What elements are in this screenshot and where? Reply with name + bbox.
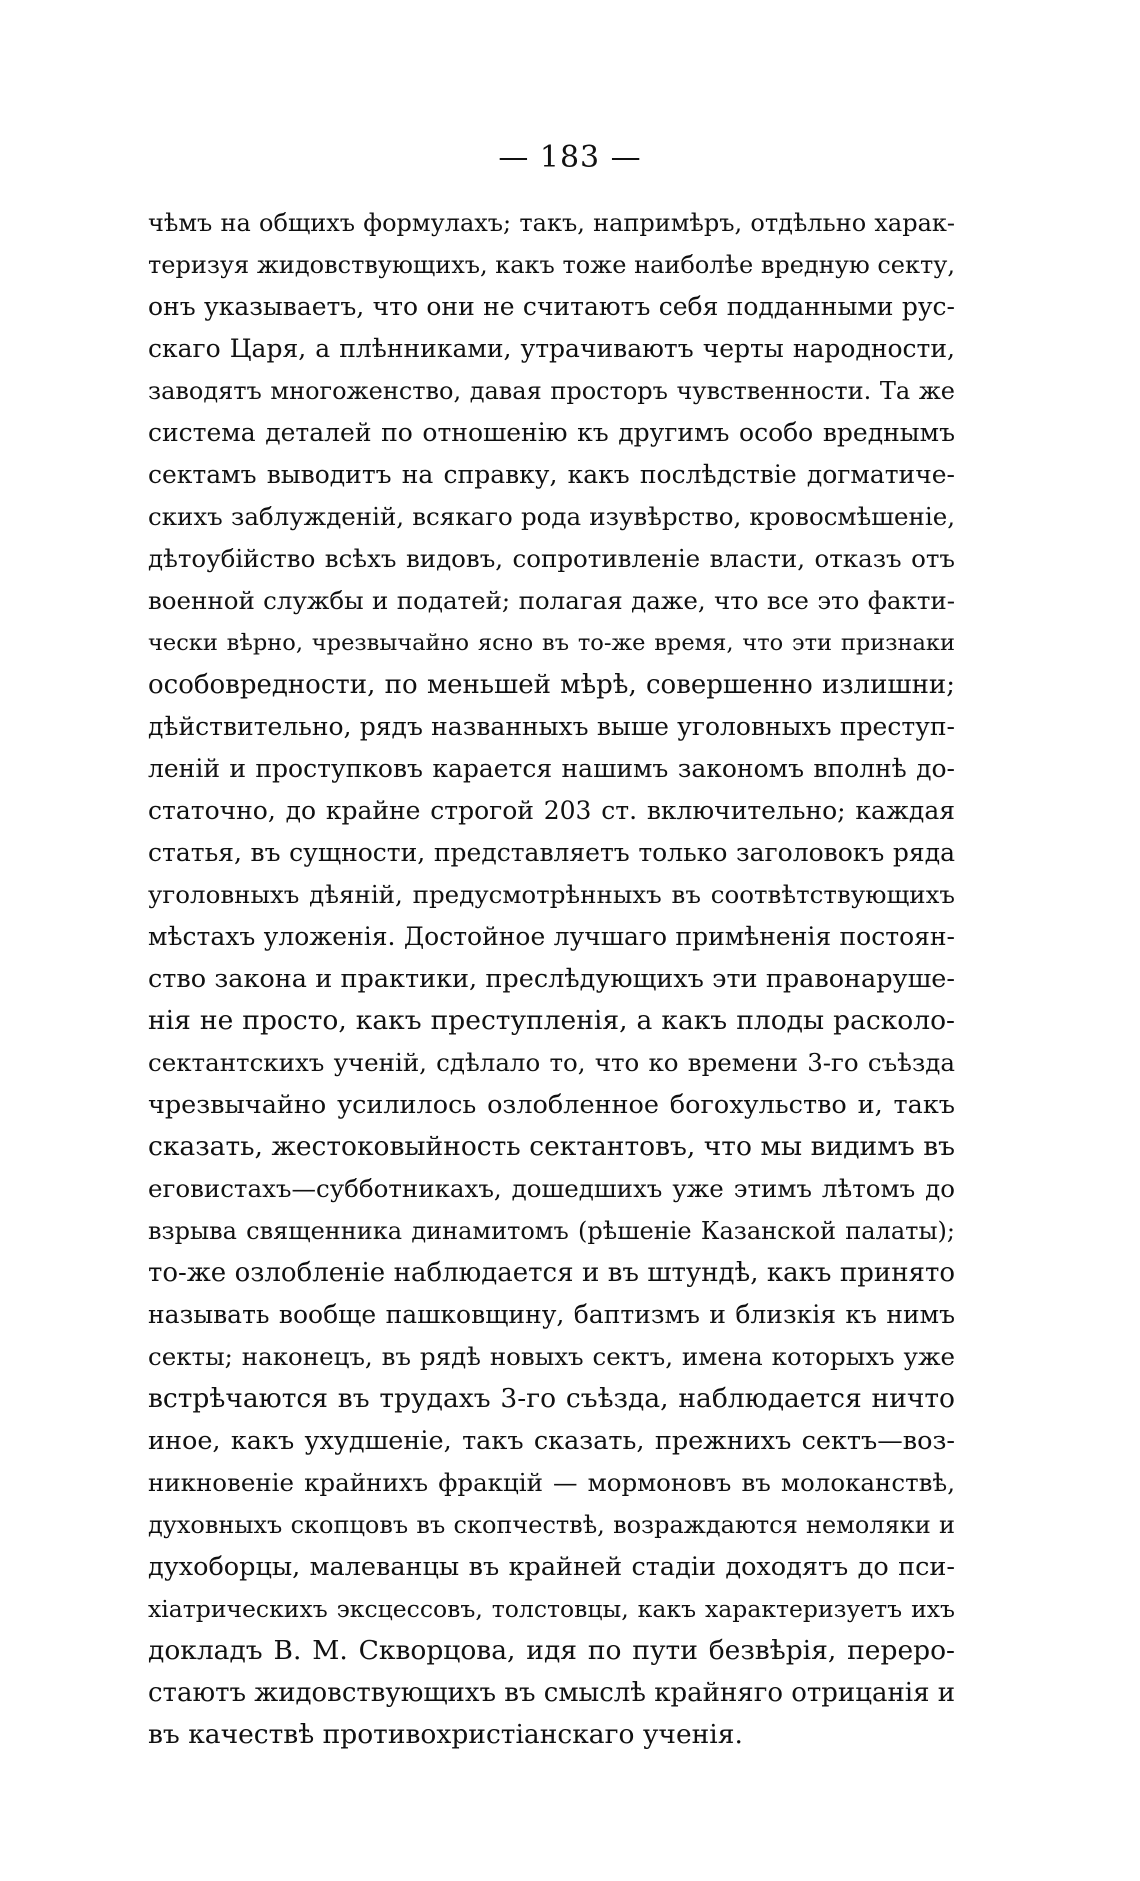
text-line: духовныхъ скопцовъ въ скопчествѣ, возраждаются немоляки и xyxy=(148,1511,955,1539)
text-line: то-же озлобленіе наблюдается и въ штундѣ, какъ принято xyxy=(148,1258,955,1288)
text-line: нія не просто, какъ преступленія, а какъ плоды расколо- xyxy=(148,1005,955,1036)
text-line: секты; наконецъ, въ рядѣ новыхъ сектъ, имена которыхъ уже xyxy=(148,1342,955,1371)
text-line: чрезвычайно усилилось озлобленное богохульство и, такъ xyxy=(148,1090,955,1120)
text-line-last: въ качествѣ противохристіанскаго ученія. xyxy=(148,1719,743,1750)
text-line: леній и проступковъ карается нашимъ закономъ вполнѣ до- xyxy=(148,754,955,783)
text-line: духоборцы, малеванцы въ крайней стадіи доходятъ до пси- xyxy=(148,1552,955,1582)
text-line: ство закона и практики, преслѣдующихъ эти правонаруше- xyxy=(148,964,955,994)
text-line: статочно, до крайне строгой 203 ст. включительно; каждая xyxy=(148,796,955,825)
text-line: взрыва священника динамитомъ (рѣшеніе Казанской палаты); xyxy=(148,1217,955,1245)
text-line: мѣстахъ уложенія. Достойное лучшаго примѣненія постоян- xyxy=(148,922,955,951)
text-line: чѣмъ на общихъ формулахъ; такъ, напримѣръ, отдѣльно харак- xyxy=(148,209,955,237)
text-line: никновеніе крайнихъ фракцій — мормоновъ въ молоканствѣ, xyxy=(148,1468,955,1497)
text-line: система деталей по отношенію къ другимъ особо вреднымъ xyxy=(148,418,955,447)
text-line: сказать, жестоковыйность сектантовъ, что мы видимъ въ xyxy=(148,1131,955,1162)
text-line: статья, въ сущности, представляетъ только заголовокъ ряда xyxy=(148,838,955,867)
page-number: — 183 — xyxy=(498,140,642,175)
text-line: уголовныхъ дѣяній, предусмотрѣнныхъ въ соотвѣтствующихъ xyxy=(148,880,955,909)
text-line: чески вѣрно, чрезвычайно ясно въ то-же время, что эти признаки xyxy=(148,630,955,656)
text-line: еговистахъ—субботникахъ, дошедшихъ уже этимъ лѣтомъ до xyxy=(148,1174,955,1203)
text-line: заводятъ многоженство, давая просторъ чувственности. Та же xyxy=(148,377,955,405)
text-line: особовредности, по меньшей мѣрѣ, совершенно излишни; xyxy=(148,670,955,700)
text-line: сектантскихъ ученій, сдѣлало то, что ко времени 3-го съѣзда xyxy=(148,1048,955,1077)
text-line: докладъ В. М. Скворцова, идя по пути безвѣрія, переро- xyxy=(148,1635,955,1666)
body-text xyxy=(148,202,955,1756)
text-line: скаго Царя, а плѣнниками, утрачиваютъ черты народности, xyxy=(148,334,955,363)
text-line: военной службы и податей; полагая даже, что все это факти- xyxy=(148,586,955,615)
text-line: теризуя жидовствующихъ, какъ тоже наиболѣе вредную секту, xyxy=(148,251,955,279)
text-line: иное, какъ ухудшеніе, такъ сказать, прежнихъ сектъ—воз- xyxy=(148,1426,955,1456)
text-line: стаютъ жидовствующихъ въ смыслѣ крайняго отрицанія и xyxy=(148,1678,955,1708)
text-line: онъ указываетъ, что они не считаютъ себя подданными рус- xyxy=(148,292,955,321)
text-line: сектамъ выводитъ на справку, какъ послѣдствіе догматиче- xyxy=(148,460,955,489)
text-line: встрѣчаются въ трудахъ 3-го съѣзда, наблюдается ничто xyxy=(148,1383,955,1414)
text-line: называть вообще пашковщину, баптизмъ и близкія къ нимъ xyxy=(148,1300,955,1329)
text-line: дѣтоубійство всѣхъ видовъ, сопротивленіе власти, отказъ отъ xyxy=(148,544,955,573)
text-line: хіатрическихъ эксцессовъ, толстовцы, какъ характеризуетъ ихъ xyxy=(148,1595,955,1623)
text-line: скихъ заблужденій, всякаго рода изувѣрство, кровосмѣшеніе, xyxy=(148,502,955,531)
text-line: дѣйствительно, рядъ названныхъ выше уголовныхъ преступ- xyxy=(148,712,955,741)
